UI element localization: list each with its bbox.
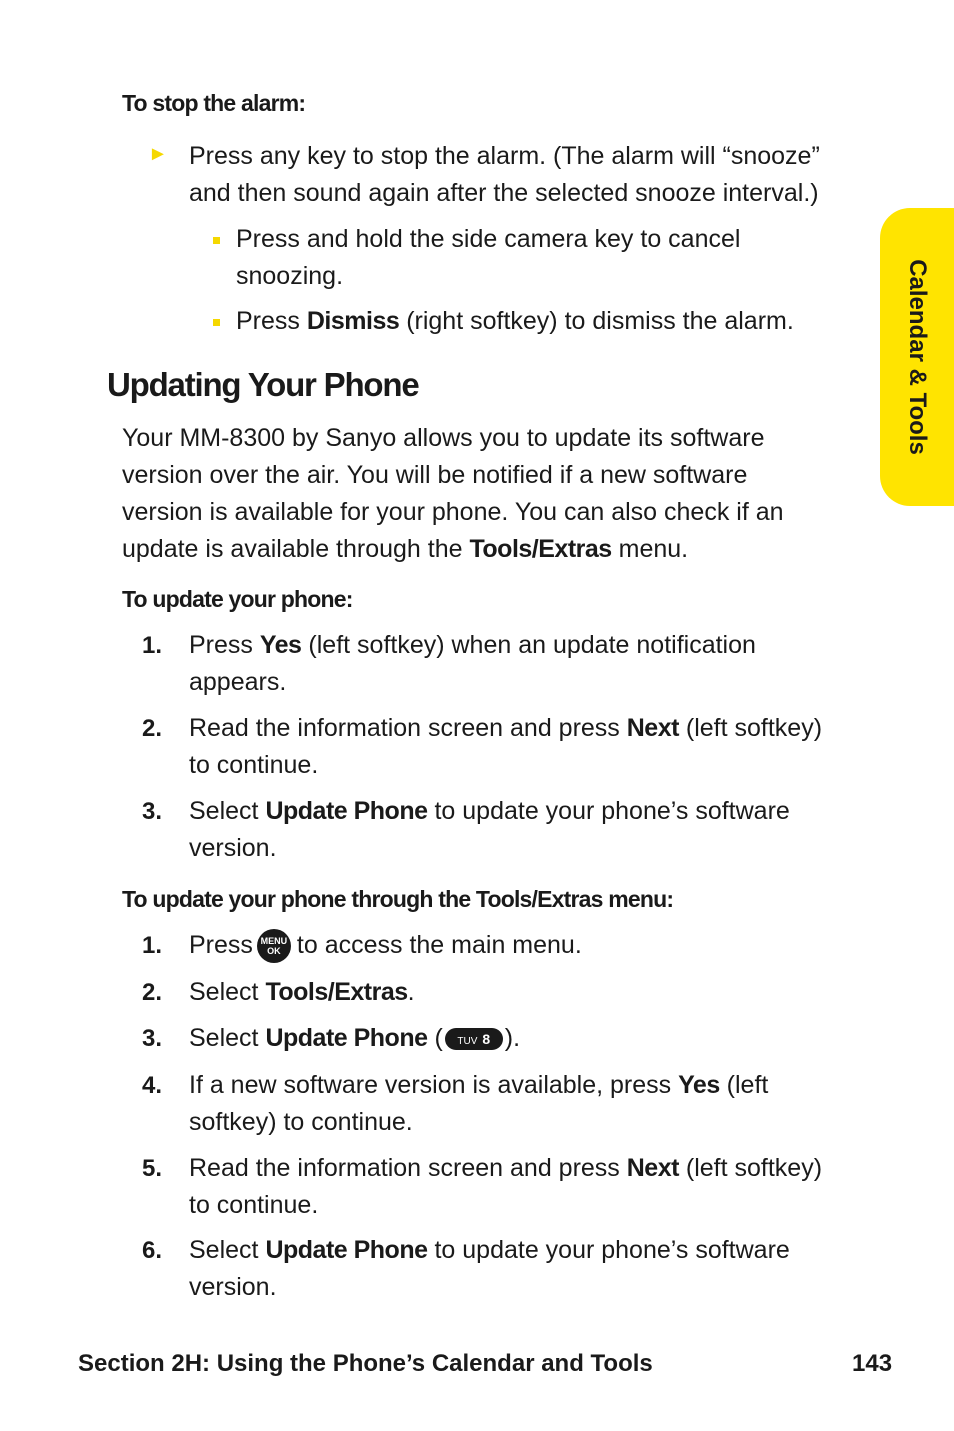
step-number: 5. xyxy=(142,1155,163,1182)
menu-step-5: Read the information screen and press Next (left softkey) to continue. xyxy=(189,1154,823,1219)
update-step-1: Press Yes (left softkey) when an update notification appears. xyxy=(189,631,756,696)
dismiss-label: Dismiss xyxy=(306,307,400,335)
menu-step-4: If a new software version is available, press Yes (left softkey) to continue. xyxy=(189,1071,769,1136)
square-bullet-icon xyxy=(213,237,220,244)
step-number: 2. xyxy=(142,715,163,742)
step-number: 1. xyxy=(142,932,163,959)
section-tab xyxy=(880,208,954,506)
step-number: 4. xyxy=(142,1072,163,1099)
step-number: 3. xyxy=(142,798,163,825)
update-heading: To update your phone: xyxy=(122,586,353,612)
stop-alarm-sub-bullet-1: Press and hold the side camera key to cancel snoozing. xyxy=(236,225,741,290)
key-8-icon: TUV 8 xyxy=(445,1028,503,1050)
menu-step-6: Select Update Phone to update your phone’s software version. xyxy=(189,1236,790,1301)
menu-update-heading: To update your phone through the Tools/Extras menu: xyxy=(122,886,674,912)
page-number: 143 xyxy=(852,1350,893,1377)
menu-step-2: Select Tools/Extras. xyxy=(189,978,415,1006)
menu-ok-key-icon: MENU OK xyxy=(257,929,291,963)
menu-step-1: Press MENU OK to access the main menu. xyxy=(189,927,879,964)
step-number: 2. xyxy=(142,979,163,1006)
menu-step-3: Select Update Phone ( TUV 8 ). xyxy=(189,1024,521,1052)
triangle-bullet-icon: ► xyxy=(148,143,168,165)
step-number: 6. xyxy=(142,1237,163,1264)
step-number: 1. xyxy=(142,632,163,659)
section-tab-label: Calendar & Tools xyxy=(904,259,931,455)
square-bullet-icon xyxy=(213,319,220,326)
update-step-3: Select Update Phone to update your phone’s software version. xyxy=(189,797,790,862)
intro-paragraph: Your MM-8300 by Sanyo allows you to update its software version over the air. You will be notified if a new software version is available for your phone. You can also check if an update is available through the Tools/Extras menu. xyxy=(122,424,784,563)
step-number: 3. xyxy=(142,1025,163,1052)
page-title: Updating Your Phone xyxy=(107,366,419,403)
update-step-2: Read the information screen and press Next (left softkey) to continue. xyxy=(189,714,823,779)
stop-alarm-instruction: Press any key to stop the alarm. (The alarm will “snooze” and then sound again after the selected snooze interval.) xyxy=(189,142,820,207)
footer-section-title: Section 2H: Using the Phone’s Calendar and Tools xyxy=(78,1350,653,1377)
stop-alarm-sub-bullet-2: Press Dismiss (right softkey) to dismiss the alarm. xyxy=(236,307,794,335)
stop-alarm-heading: To stop the alarm: xyxy=(122,90,306,116)
